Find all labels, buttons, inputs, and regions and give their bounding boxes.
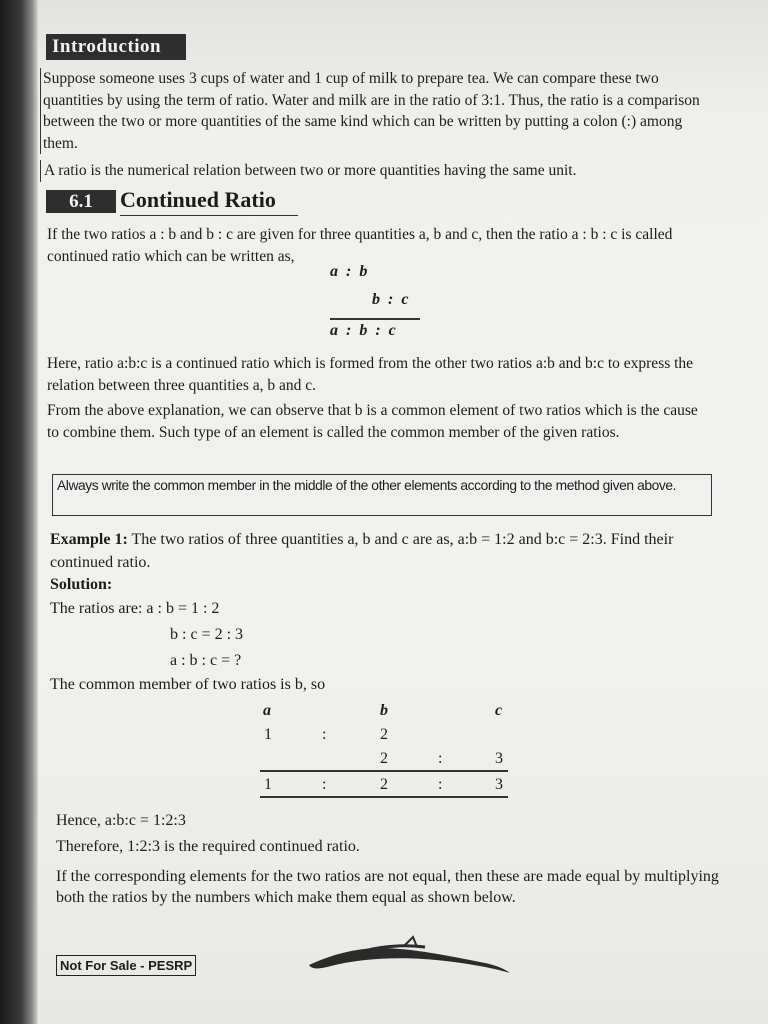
ratio-a-b-c: a : b : c [330,322,396,339]
section-title: Continued Ratio [120,187,298,216]
grid-row1-colon: : [322,726,327,743]
grid-result-b: 2 [380,776,388,793]
introduction-heading: Introduction [46,34,186,60]
grid-row1-b: 2 [380,726,388,743]
solution-label: Solution: [50,576,113,593]
therefore-statement: Therefore, 1:2:3 is the required continued ratio. [56,838,360,855]
grid-result-colon-2: : [438,776,443,793]
solution-line-2: b : c = 2 : 3 [170,626,244,643]
grid-row1-a: 1 [264,726,272,743]
footer-not-for-sale: Not For Sale - PESRP [56,955,196,976]
continued-ratio-description: Here, ratio a:b:c is a continued ratio which is formed from the other two ratios a:b and b:c to express the relation between three quantities a, b and c. [47,355,694,394]
example-label: Example 1: [50,531,128,548]
ratio-b-c: b : c [372,291,409,308]
signature-scribble [305,935,515,979]
grid-result-colon-1: : [322,776,327,793]
hence-statement: Hence, a:b:c = 1:2:3 [56,812,186,829]
grid-header-c: c [495,702,503,719]
grid-result-c: 3 [495,776,503,793]
ratio-a-b: a : b [330,263,368,280]
page-content [40,0,730,1024]
grid-divider-top [260,770,508,772]
ratio-divider [330,318,420,320]
grid-divider-bottom [260,796,508,798]
introduction-paragraph: Suppose someone uses 3 cups of water and 1 cup of milk to prepare tea. We can compare these two quantities by using the term of ratio. Water and milk are in the ratio of 3:1. Thus, the ratio is a comparison between the two or more quantities of the same kind which can be written by putting a colon (:) among them. [40,68,713,154]
grid-header-b: b [380,702,388,719]
grid-row2-b: 2 [380,750,388,767]
grid-result-a: 1 [264,776,272,793]
solution-line-1: The ratios are: a : b = 1 : 2 [50,600,220,617]
grid-header-a: a [263,702,271,719]
solution-line-4: The common member of two ratios is b, so [50,676,326,693]
book-spine-shadow [0,0,38,1024]
closing-paragraph: If the corresponding elements for the two ratios are not equal, then these are made equal by multiplying both the ratios by the numbers which make them equal as shown below. [56,868,719,906]
grid-row2-colon: : [438,750,443,767]
grid-row2-c: 3 [495,750,503,767]
section-number: 6.1 [46,190,116,213]
example-statement [50,528,714,574]
continued-ratio-explanation: If the two ratios a : b and b : c are given for three quantities a, b and c, then the ratio a : b : c is called continued ratio which can be written as, [47,226,673,265]
solution-line-3: a : b : c = ? [170,652,242,669]
ratio-definition: A ratio is the numerical relation between two or more quantities having the same unit. [40,160,714,182]
example-text: The two ratios of three quantities a, b and c are as, a:b = 1:2 and b:c = 2:3. Find their continued ratio. [50,531,674,571]
note-box: Always write the common member in the middle of the other elements according to the method given above. [52,474,712,516]
common-member-explanation: From the above explanation, we can observe that b is a common element of two ratios which is the cause to combine them. Such type of an element is called the common member of the given ratios. [47,402,698,441]
